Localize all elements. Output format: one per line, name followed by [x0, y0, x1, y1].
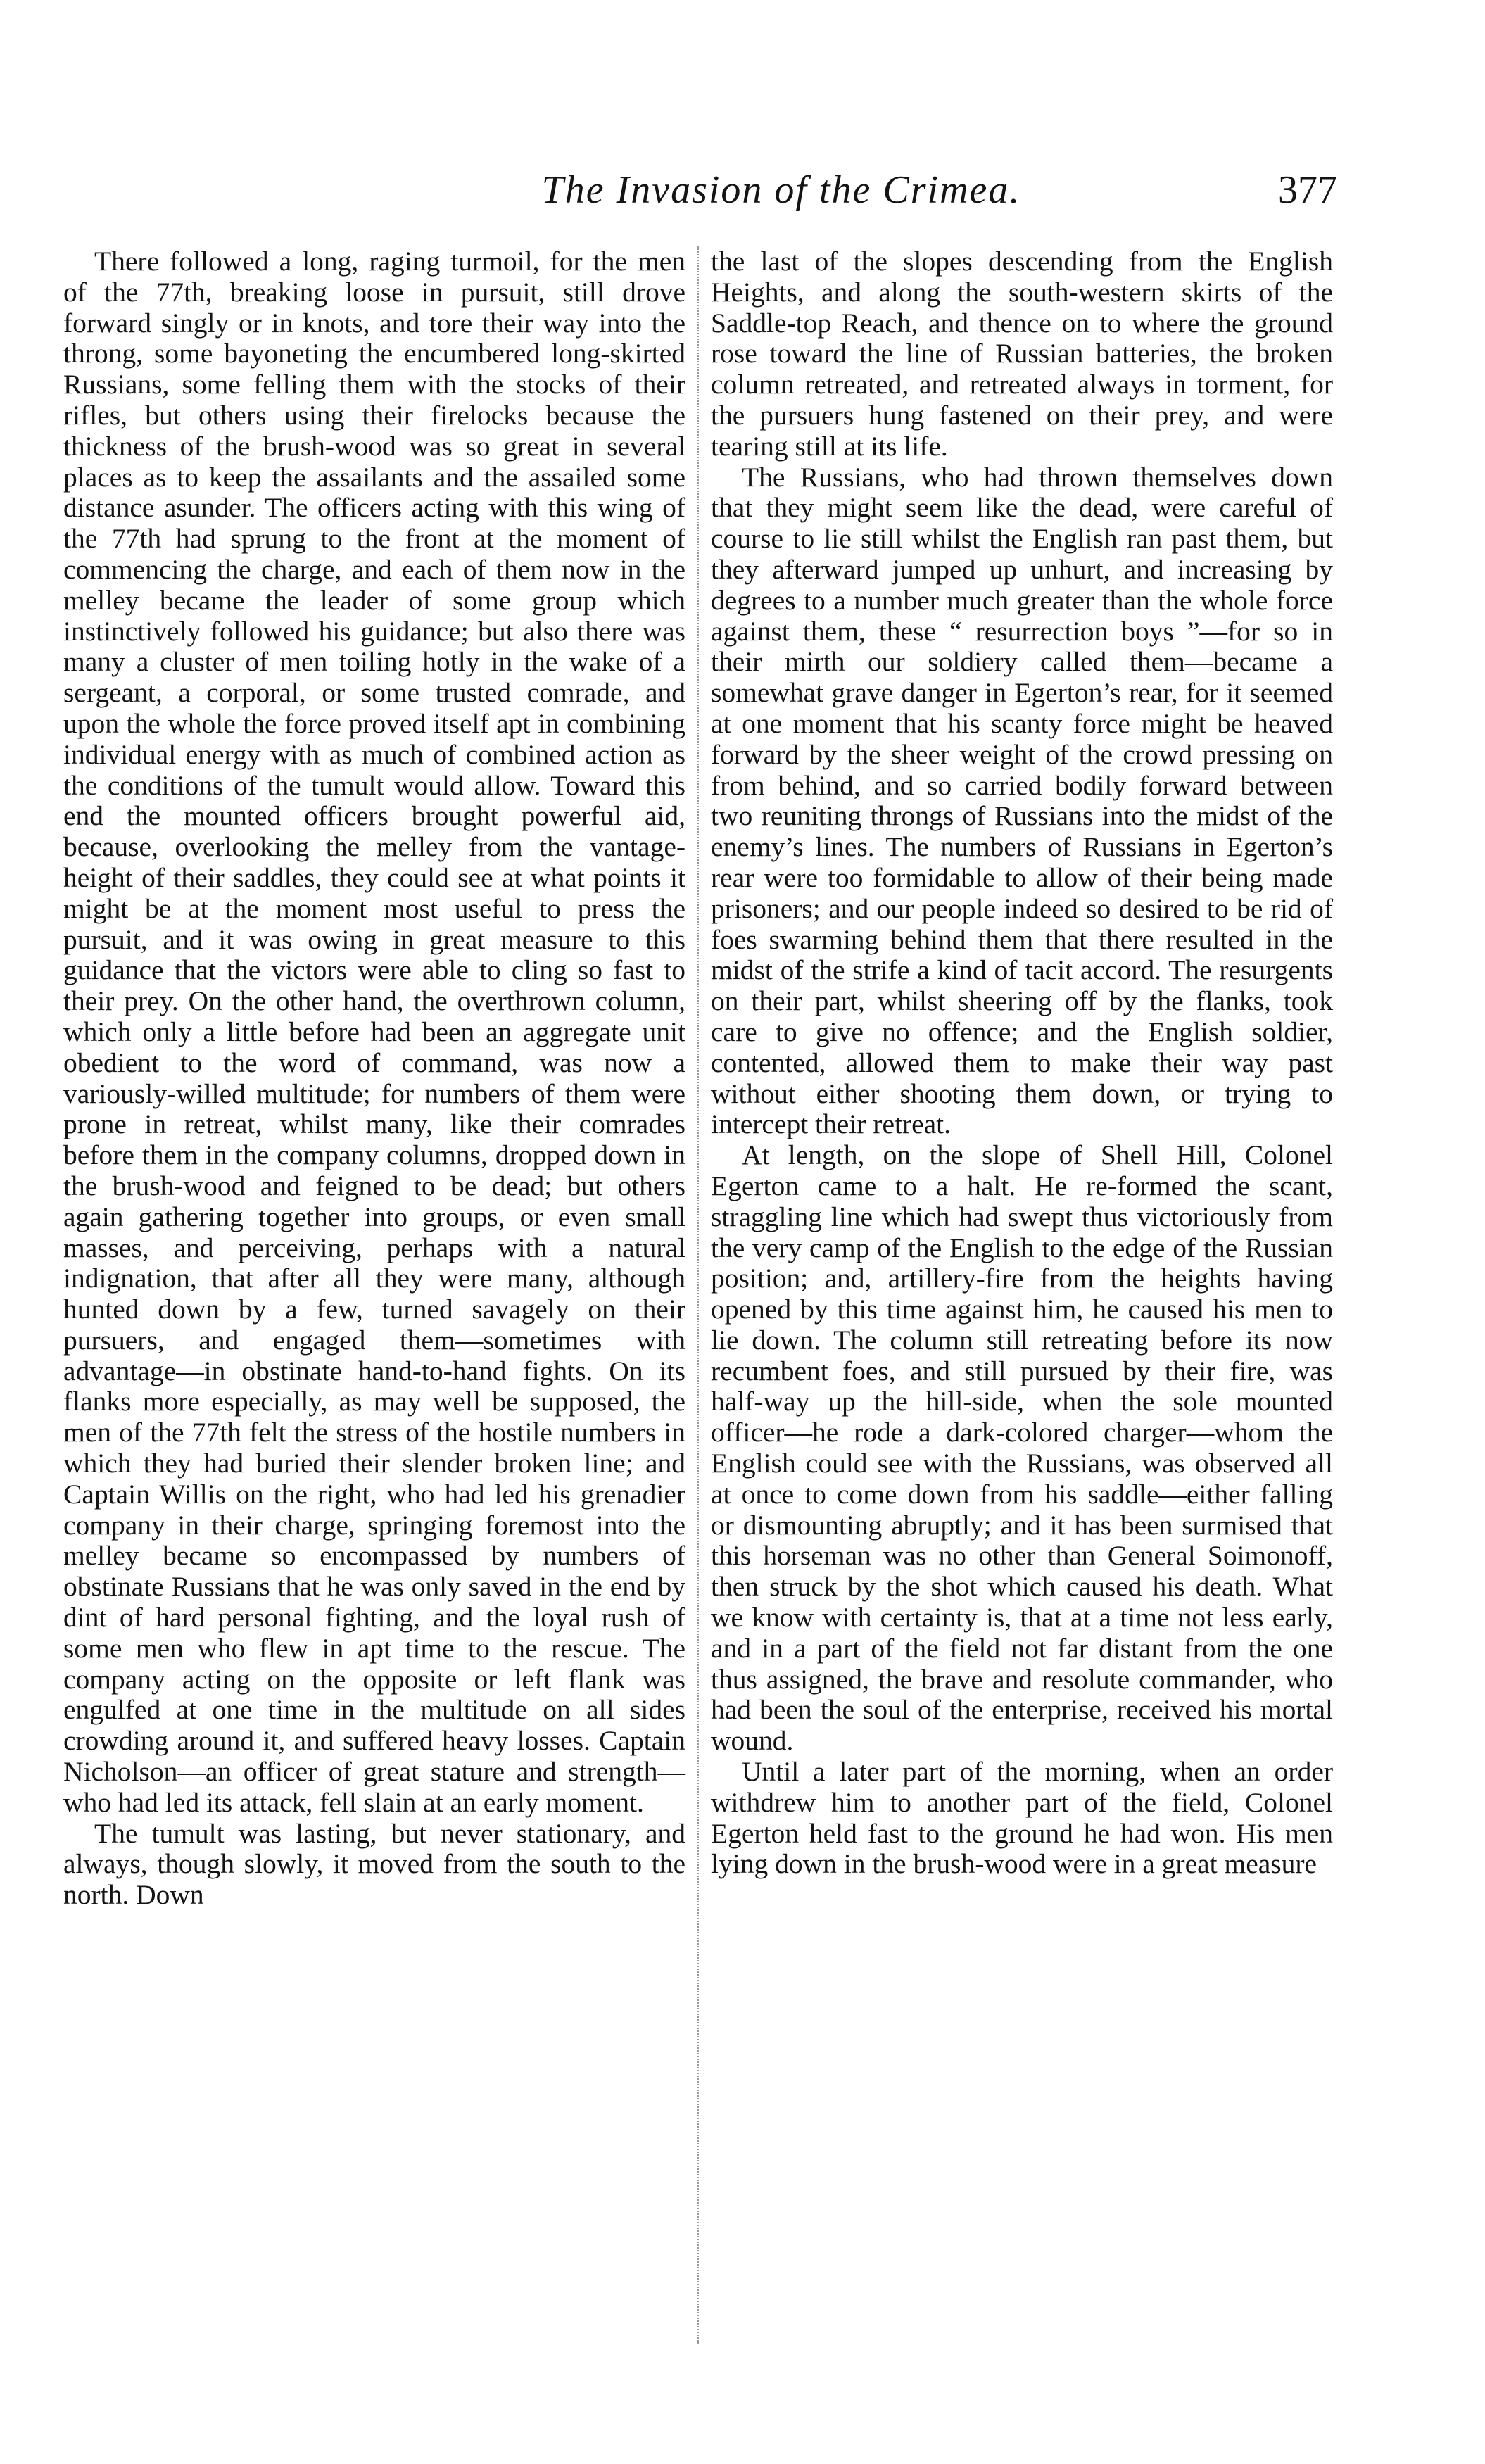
paragraph: The tumult was lasting, but never stationary, and always, though slowly, it moved from the south to the north. Down	[63, 1817, 685, 1911]
left-column	[63, 246, 685, 1911]
paragraph: The Russians, who had thrown themselves down that they might seem like the dead, were careful of course to lie still whilst the English ran past them, but they afterward jumped up unhurt, and increasing by degrees to a number much greater than the whole force against them, these “ resurrection boys ”—for so in their mirth our soldiery called them—became a somewhat grave danger in Egerton’s rear, for it seemed at one moment that his scanty force might be heaved forward by the sheer weight of the crowd pressing on from behind, and so carried bodily forward between two reuniting throngs of Russians into the midst of the enemy’s lines. The numbers of Russians in Egerton’s rear were too formidable to allow of their being made prisoners; and our people indeed so desired to be rid of foes swarming behind them that there resulted in the midst of the strife a kind of tacit accord. The resurgents on their part, whilst sheering off by the flanks, took care to give no offence; and the English soldier, contented, allowed them to make their way past without either shooting them down, or trying to intercept their retreat.	[711, 461, 1333, 1140]
paragraph-continued: the last of the slopes descending from the English Heights, and along the south-western skirts of the Saddle-top Reach, and thence on to where the ground rose toward the line of Russian batteries, the broken column retreated, and retreated always in torment, for the pursuers hung fastened on their prey, and were tearing still at its life.	[711, 246, 1333, 462]
right-column	[711, 246, 1333, 1880]
page-number: 377	[1278, 168, 1337, 212]
paragraph: There followed a long, raging turmoil, for the men of the 77th, breaking loose in pursuit, still drove forward singly or in knots, and tore their way into the throng, some bayoneting the encumbered long-skirted Russians, some felling them with the stocks of their rifles, but others using their firelocks because the thickness of the brush-wood was so great in several places as to keep the assailants and the assailed some distance asunder. The officers acting with this wing of the 77th had sprung to the front at the moment of commencing the charge, and each of them now in the melley became the leader of some group which instinctively followed his guidance; but also there was many a cluster of men toiling hotly in the wake of a sergeant, a corporal, or some trusted comrade, and upon the whole the force proved itself apt in combining individual energy with as much of combined action as the conditions of the tumult would allow. Toward this end the mounted officers brought powerful aid, because, overlooking the melley from the vantage-height of their saddles, they could see at what points it might be at the moment most useful to press the pursuit, and it was owing in great measure to this guidance that the victors were able to cling so fast to their prey. On the other hand, the overthrown column, which only a little before had been an aggregate unit obedient to the word of command, was now a variously-willed multitude; for numbers of them were prone in retreat, whilst many, like their comrades before them in the company columns, dropped down in the brush-wood and feigned to be dead; but others again gathering together into groups, or even small masses, and perceiving, perhaps with a natural indignation, that after all they were many, although hunted down by a few, turned savagely on their pursuers, and engaged them—sometimes with advantage—in obstinate hand-to-hand fights. On its flanks more especially, as may well be supposed, the men of the 77th felt the stress of the hostile numbers in which they had buried their slender broken line; and Captain Willis on the right, who had led his grenadier company in their charge, springing foremost into the melley became so encompassed by numbers of obstinate Russians that he was only saved in the end by dint of hard personal fighting, and the loyal rush of some men who flew in apt time to the rescue. The company acting on the opposite or left flank was engulfed at one time in the multitude on all sides crowding around it, and suffered heavy losses. Captain Nicholson—an officer of great stature and strength—who had led its attack, fell slain at an early moment.	[63, 246, 685, 1818]
paragraph: Until a later part of the morning, when an order withdrew him to another part of the field, Colonel Egerton held fast to the ground he had won. His men lying down in the brush-wood were in a great measure	[711, 1756, 1333, 1880]
running-title: The Invasion of the Crimea.	[541, 168, 1021, 212]
paragraph: At length, on the slope of Shell Hill, Colonel Egerton came to a halt. He re-formed the scant, straggling line which had swept thus victoriously from the very camp of the English to the edge of the Russian position; and, artillery-fire from the heights having opened by this time against him, he caused his men to lie down. The column still retreating before its now recumbent foes, and still pursued by their fire, was half-way up the hill-side, when the sole mounted officer—he rode a dark-colored charger—whom the English could see with the Russians, was observed all at once to come down from his saddle—either falling or dismounting abruptly; and it has been surmised that this horseman was no other than General Soimonoff, then struck by the shot which caused his death. What we know with certainty is, that at a time not less early, and in a part of the field not far distant from the one thus assigned, the brave and resolute commander, who had been the soul of the enterprise, received his mortal wound.	[711, 1139, 1333, 1757]
column-divider	[697, 246, 699, 2344]
running-head	[63, 160, 1337, 220]
